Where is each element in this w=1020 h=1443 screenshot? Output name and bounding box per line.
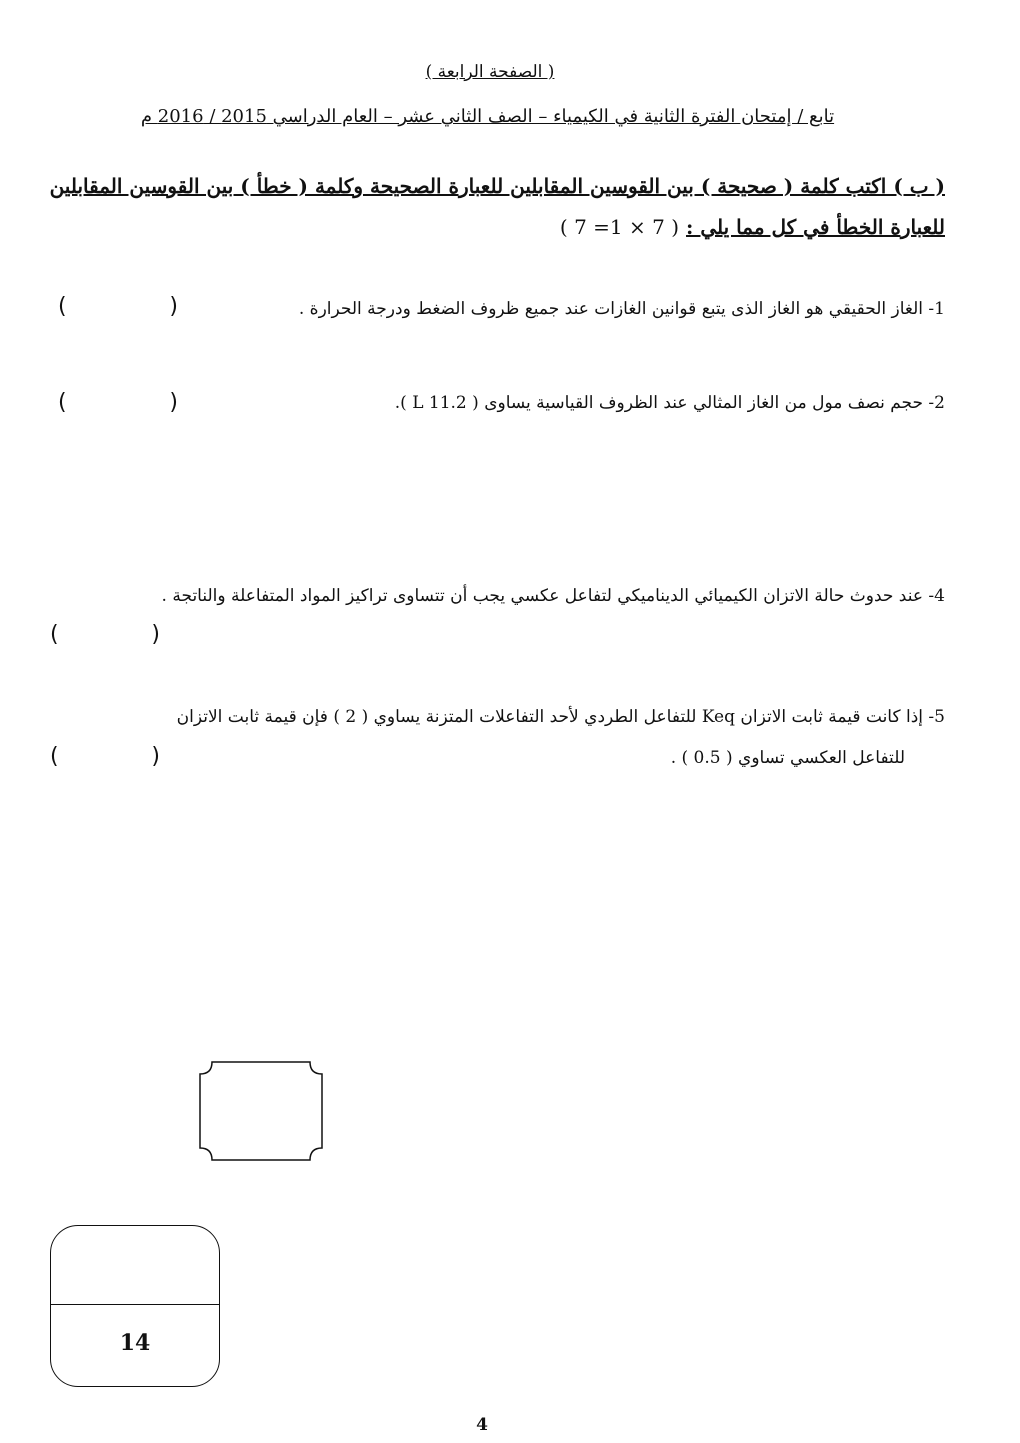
- score-value: 14: [119, 1330, 151, 1356]
- question-1: [299, 299, 945, 319]
- answer-bracket-1[interactable]: ( ): [58, 294, 178, 319]
- page-label: ( الصفحة الرابعة ): [425, 62, 555, 82]
- page-number: 4: [476, 1415, 488, 1435]
- answer-bracket-5[interactable]: ( ): [50, 744, 160, 769]
- score-divider: [51, 1304, 219, 1305]
- question-number: 1-: [928, 299, 945, 319]
- question-number: 2-: [928, 393, 945, 413]
- instructions-line-2: [560, 215, 945, 239]
- question-text: الغاز الحقيقي هو الغاز الذى يتبع قوانين الغازات عند جميع ظروف الضغط ودرجة الحرارة .: [298, 299, 924, 319]
- question-text: حجم نصف مول من الغاز المثالي عند الظروف القياسية يساوى ( 11.2 L ).: [394, 393, 924, 413]
- decorative-frame: [198, 1060, 324, 1162]
- marks-allocation: ( 7 × 1= 7 ): [559, 215, 680, 239]
- answer-bracket-4[interactable]: ( ): [50, 622, 160, 647]
- question-number: 4-: [928, 586, 945, 606]
- question-2: [395, 393, 945, 413]
- question-number: 5-: [928, 707, 945, 727]
- question-5-line-2: للتفاعل العكسي تساوي ( 0.5 ) .: [670, 748, 905, 768]
- score-box: [50, 1225, 220, 1387]
- exam-header: تابع / إمتحان الفترة الثانية في الكيمياء – الصف الثاني عشر – العام الدراسي 2015 / 2016 م: [140, 106, 835, 127]
- instructions-line-2-text: للعبارة الخطأ في كل مما يلي :: [686, 215, 945, 239]
- question-5-line-1: [177, 707, 945, 727]
- question-4: [162, 586, 945, 606]
- answer-bracket-2[interactable]: ( ): [58, 390, 178, 415]
- instructions-line-1: ( ب ) اكتب كلمة ( صحيحة ) بين القوسين المقابلين للعبارة الصحيحة وكلمة ( خطأ ) بين القوسين المقابلين: [49, 174, 945, 198]
- question-text: عند حدوث حالة الاتزان الكيميائي الديناميكي لتفاعل عكسي يجب أن تتساوى تراكيز المواد المتفاعلة والناتجة .: [161, 586, 924, 606]
- question-text: إذا كانت قيمة ثابت الاتزان Keq للتفاعل الطردي لأحد التفاعلات المتزنة يساوي ( 2 ) فإن قيمة ثابت الاتزان: [176, 707, 924, 727]
